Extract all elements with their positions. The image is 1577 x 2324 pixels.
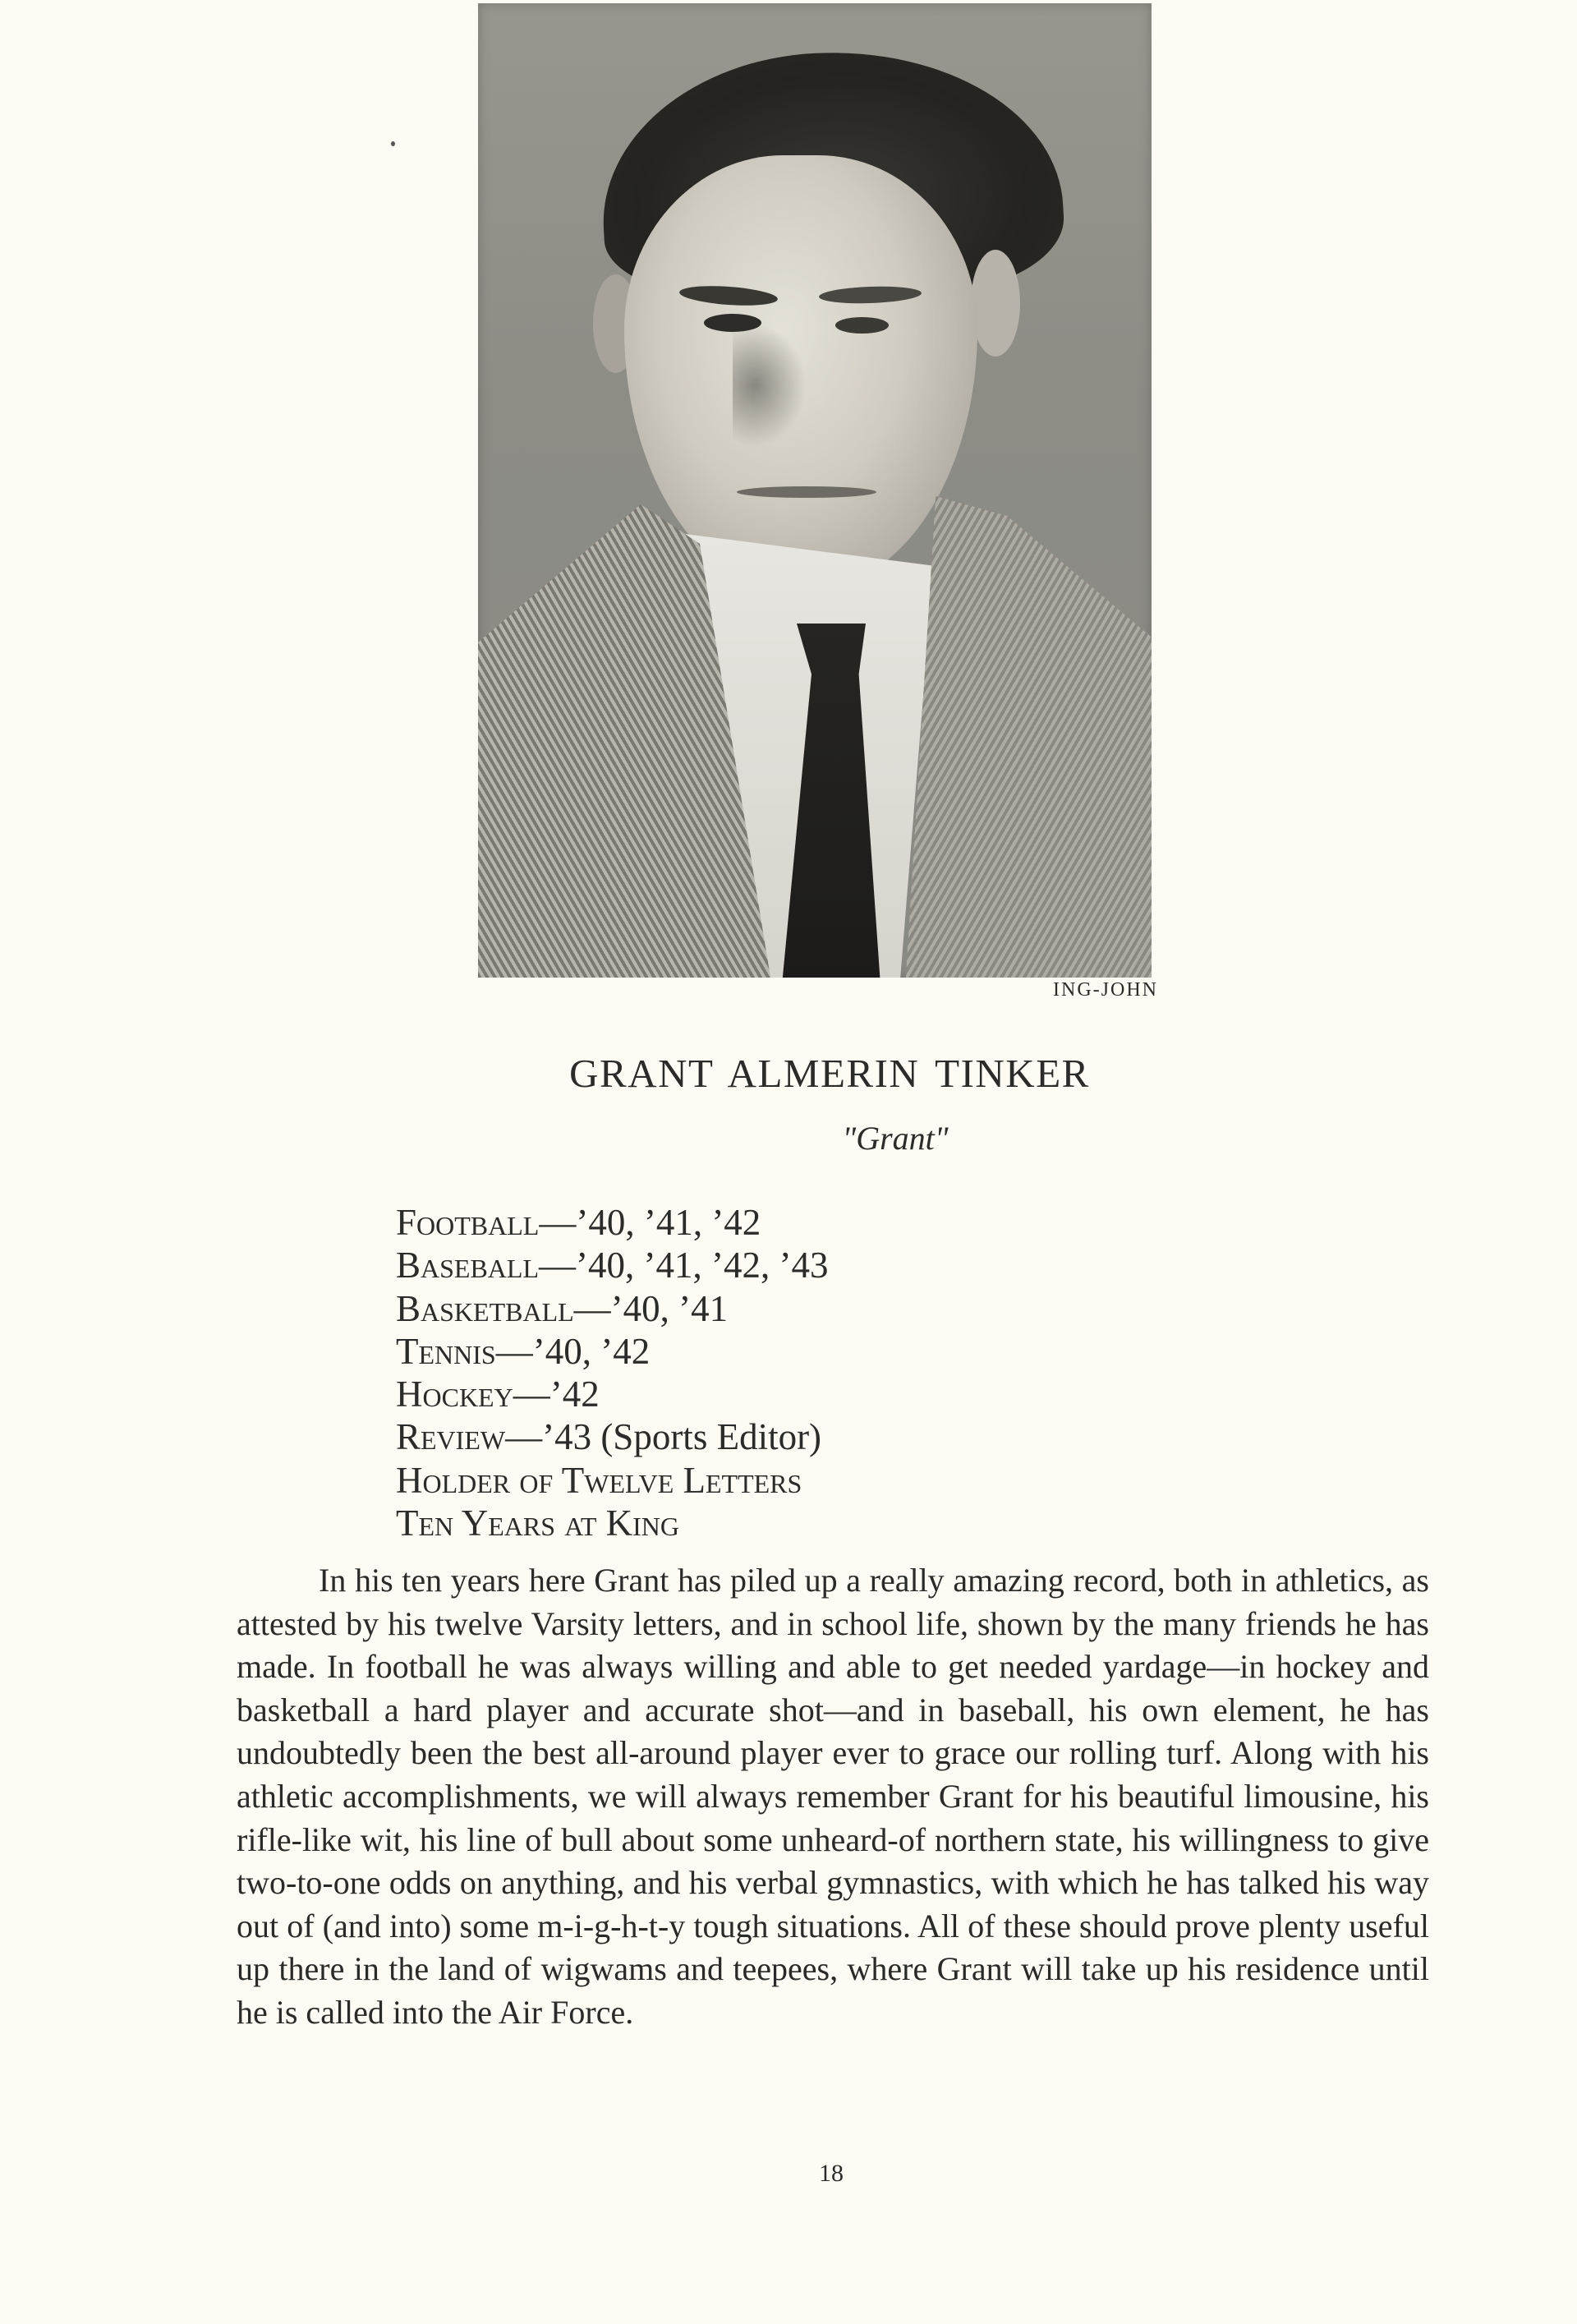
activity-detail: —’42	[513, 1374, 600, 1415]
photo-jacket-right	[905, 496, 1152, 978]
paper-speck	[391, 141, 395, 146]
photo-nose-shadow	[733, 324, 807, 447]
activity-item	[396, 1330, 828, 1373]
activity-label: Football	[396, 1202, 540, 1243]
activities-list	[396, 1201, 828, 1544]
portrait-photo	[478, 3, 1152, 978]
activity-item	[396, 1373, 828, 1415]
biography-paragraph: In his ten years here Grant has piled up a really amazing record, both in athletics, as attested by his twelve Varsity letters, and in school life, shown by the many friends he has made. In football he was always willing and able to get needed yardage—in hockey and basketball a hard player and accurate shot—and in baseball, his own element, he has undoubtedly been the best all-around player ever to grace our rolling turf. Along with his athletic accomplishments, we will always remember Grant for his beautiful limousine, his rifle-like wit, his line of bull about some unheard-of northern state, his willingness to give two-to-one odds on anything, and his verbal gymnastics, with which he has talked his way out of (and into) some m-i-g-h-t-y tough situations. All of these should prove plenty useful up there in the land of wigwams and teepees, where Grant will take up his residence until he is called into the Air Force.	[237, 1562, 1429, 2031]
activity-label: Baseball	[396, 1245, 540, 1286]
activity-item	[396, 1201, 828, 1244]
activity-item	[396, 1287, 828, 1330]
activity-item	[396, 1502, 828, 1544]
activity-detail: —’40, ’41, ’42	[539, 1202, 761, 1243]
activity-label: Hockey	[396, 1374, 513, 1415]
activity-item	[396, 1459, 828, 1502]
activity-item	[396, 1244, 828, 1286]
activity-detail: —’40, ’41	[573, 1287, 729, 1329]
activity-label: Holder of Twelve Letters	[396, 1459, 802, 1501]
photo-ear-right	[971, 250, 1020, 357]
page-number: 18	[819, 2160, 844, 2187]
activity-detail: —’40, ’41, ’42, ’43	[539, 1245, 829, 1286]
photo-credit-caption: ING-JOHN	[1053, 979, 1158, 1001]
activity-detail: —’40, ’42	[495, 1330, 651, 1372]
photo-mouth	[737, 486, 876, 498]
activity-label: Review	[396, 1416, 506, 1458]
student-nickname: "Grant"	[842, 1120, 949, 1157]
activity-detail: —’43 (Sports Editor)	[505, 1416, 822, 1458]
photo-eye-right	[835, 317, 889, 334]
activity-label: Ten Years at King	[396, 1503, 680, 1544]
activity-item	[396, 1415, 828, 1458]
student-full-name: GRANT ALMERIN TINKER	[569, 1051, 1090, 1096]
activity-label: Tennis	[396, 1330, 496, 1372]
activity-label: Basketball	[396, 1287, 574, 1329]
